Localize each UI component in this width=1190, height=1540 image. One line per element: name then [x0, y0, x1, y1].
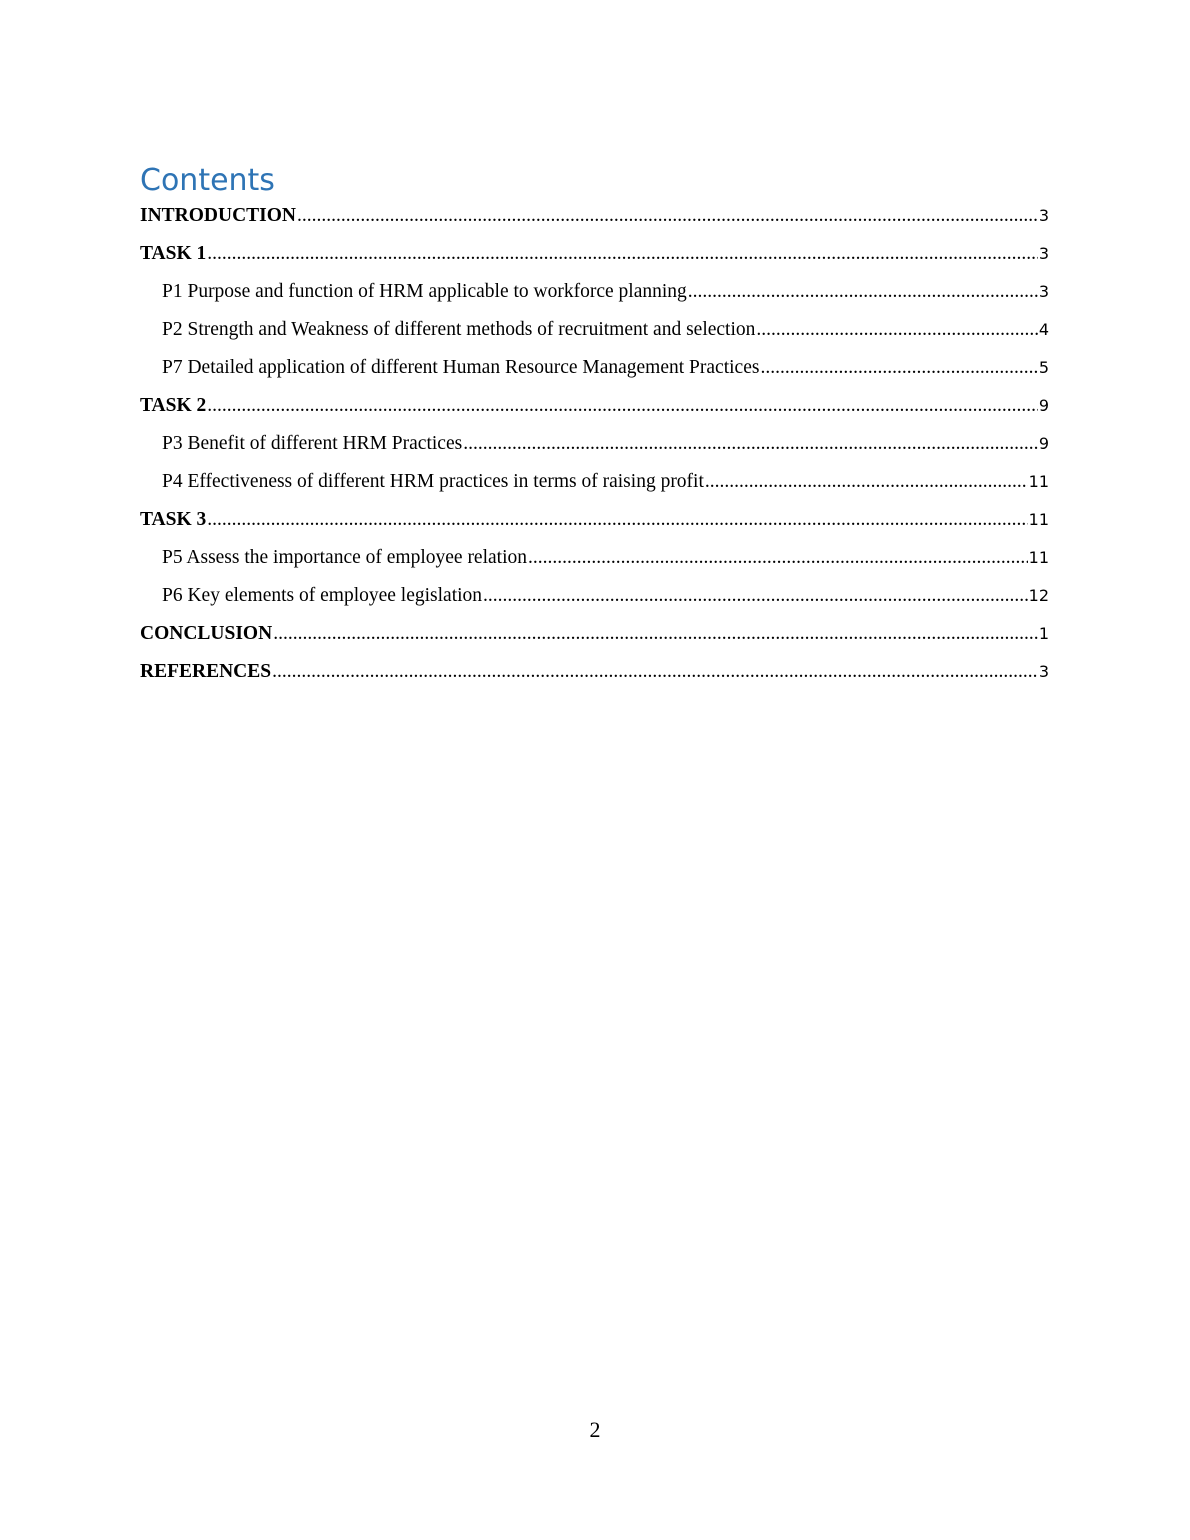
toc-entry-p2[interactable]: [140, 311, 1049, 349]
toc-entry-label: CONCLUSION: [140, 623, 273, 644]
toc-entry-page: 3: [1038, 282, 1049, 301]
toc-dot-leader: [207, 387, 1038, 425]
toc-entry-page: 11: [1028, 510, 1049, 529]
toc-entry-p1[interactable]: [140, 273, 1049, 311]
toc-entry-page: 11: [1028, 472, 1049, 491]
toc-entry-p4[interactable]: [140, 463, 1049, 501]
toc-entry-label: TASK 1: [140, 243, 207, 264]
toc-entry-label: P6 Key elements of employee legislation: [162, 585, 483, 606]
toc-dot-leader: [273, 615, 1038, 653]
toc-entry-label: P1 Purpose and function of HRM applicable to workforce planning: [162, 281, 687, 302]
toc-entry-task-2[interactable]: [140, 387, 1049, 425]
toc-entry-label: TASK 2: [140, 395, 207, 416]
toc-entry-p3[interactable]: [140, 425, 1049, 463]
toc-entry-page: 3: [1038, 662, 1049, 681]
toc-entry-introduction[interactable]: [140, 197, 1049, 235]
toc-dot-leader: [207, 235, 1038, 273]
toc-entry-page: 4: [1038, 320, 1049, 339]
toc-dot-leader: [688, 273, 1038, 311]
toc-heading: Contents: [140, 163, 275, 198]
toc-entry-page: 1: [1038, 624, 1049, 643]
toc-entry-conclusion[interactable]: [140, 615, 1049, 653]
toc-entry-page: 3: [1038, 244, 1049, 263]
toc-dot-leader: [756, 311, 1037, 349]
toc-dot-leader: [705, 463, 1028, 501]
toc-entry-page: 9: [1038, 434, 1049, 453]
toc-dot-leader: [483, 577, 1028, 615]
toc-entry-label: P2 Strength and Weakness of different methods of recruitment and selection: [162, 319, 756, 340]
toc-entry-page: 11: [1028, 548, 1049, 567]
toc-entry-page: 5: [1038, 358, 1049, 377]
toc-entry-page: 12: [1028, 586, 1049, 605]
toc-dot-leader: [463, 425, 1038, 463]
toc-entry-p7[interactable]: [140, 349, 1049, 387]
toc-dot-leader: [207, 501, 1027, 539]
toc-entry-label: P7 Detailed application of different Human Resource Management Practices: [162, 357, 760, 378]
toc-entry-label: P3 Benefit of different HRM Practices: [162, 433, 463, 454]
toc-entry-label: TASK 3: [140, 509, 207, 530]
toc-entry-p5[interactable]: [140, 539, 1049, 577]
toc-dot-leader: [272, 653, 1038, 691]
toc-entry-references[interactable]: [140, 653, 1049, 691]
page-number: 2: [589, 1417, 601, 1442]
toc-entry-page: 9: [1038, 396, 1049, 415]
toc-entry-task-1[interactable]: [140, 235, 1049, 273]
toc-dot-leader: [528, 539, 1028, 577]
toc-entry-label: INTRODUCTION: [140, 205, 297, 226]
table-of-contents: [140, 197, 1049, 691]
toc-entry-label: P5 Assess the importance of employee relation: [162, 547, 527, 568]
toc-dot-leader: [760, 349, 1037, 387]
toc-entry-label: REFERENCES: [140, 661, 272, 682]
toc-entry-p6[interactable]: [140, 577, 1049, 615]
toc-entry-label: P4 Effectiveness of different HRM practices in terms of raising profit: [162, 471, 704, 492]
toc-dot-leader: [297, 197, 1038, 235]
toc-entry-task-3[interactable]: [140, 501, 1049, 539]
toc-entry-page: 3: [1038, 206, 1049, 225]
